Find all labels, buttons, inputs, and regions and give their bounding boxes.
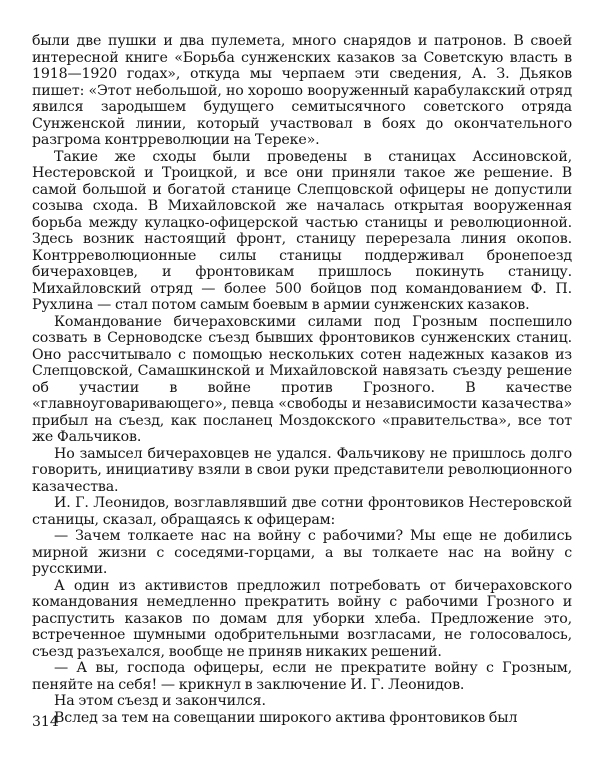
page-number: 314 — [32, 714, 59, 730]
paragraph: Вслед за тем на совещании широкого актива фронтовиков был — [54, 709, 518, 726]
page-body — [32, 33, 572, 726]
paragraph: Командование бичераховскими силами под Грозным поспешило созвать в Серноводске съезд бывших фронтовиков сунженских станиц. Оно рассчитывало с помощью нескольких сотен надежных казаков из Слепцовской, Самашкинской и Михайловской навязать съезду решение об участии в войне против Грозного. В качестве «главноуговаривающего», певца «свободы и независимости казачества» прибыл на съезд, как посланец Моздокского «правительства», все тот же Фальчиков. — [32, 313, 572, 445]
dialogue-line: — Зачем толкаете нас на войну с рабочими? Мы еще не добились мирной жизни с соседями-горцами, а вы толкаете нас на войну с русскими. — [32, 528, 572, 577]
dialogue-line: — А вы, господа офицеры, если не прекратите войну с Грозным, пеняйте на себя! — крикнул в заключение И. Г. Леонидов. — [32, 660, 572, 693]
paragraph: И. Г. Леонидов, возглавлявший две сотни фронтовиков Нестеровской станицы, сказал, обращаясь к офицерам: — [32, 495, 572, 528]
paragraph: были две пушки и два пулемета, много снарядов и патронов. В своей интересной книге «Борьба сунженских казаков за Советскую власть в 1918—1920 годах», откуда мы черпаем эти сведения, А. З. Дьяков пишет: «Этот небольшой, но хорошо вооруженный карабулакский отряд явился зародышем будущего семитысячного советского отряда Сунженской линии, который участвовал в боях до окончательного разгрома контрреволюции на Тереке». — [32, 33, 572, 148]
paragraph: Такие же сходы были проведены в станицах Ассиновской, Нестеровской и Троицкой, и все они приняли такое же решение. В самой большой и богатой станице Слепцовской офицеры не допустили созыва схода. В Михайловской же началась открытая вооруженная борьба между кулацко-офицерской частью станицы и революционной. Здесь возник настоящий фронт, станицу перерезала линия окопов. Контрреволюционные силы станицы поддерживал бронепоезд бичераховцев, и фронтовикам пришлось покинуть станицу. Михайловский отряд — более 500 бойцов под командованием Ф. П. Рухлина — стал потом самым боевым в армии сунженских казаков. — [32, 148, 572, 313]
paragraph: На этом съезд и закончился. — [54, 693, 266, 709]
paragraph: Но замысел бичераховцев не удался. Фальчикову не пришлось долго говорить, инициативу взяли в свои руки представители революционного казачества. — [32, 445, 572, 495]
paragraph: А один из активистов предложил потребовать от бичераховского командования немедленно прекратить войну с рабочими Грозного и распустить казаков по домам для уборки хлеба. Предложение это, встреченное шумными одобрительными возгласами, не голосовалось, съезд разъехался, вообще не приняв никаких решений. — [32, 577, 572, 660]
